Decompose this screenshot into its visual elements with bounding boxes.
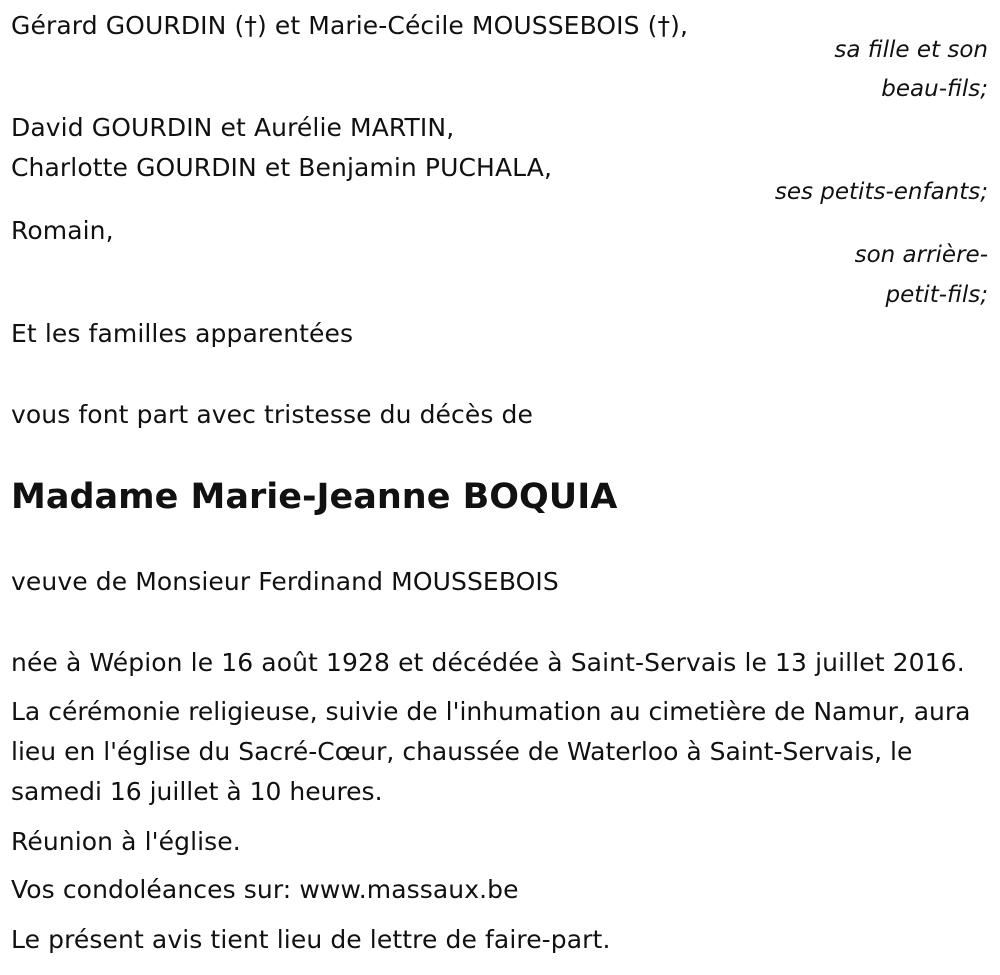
relation-label: son arrière-	[854, 242, 988, 268]
relation-label: petit-fils;	[885, 282, 988, 308]
relation-label: ses petits-enfants;	[774, 179, 988, 205]
birth-death-line: née à Wépion le 16 août 1928 et décédée à Saint-Servais le 13 juillet 2016.	[11, 648, 965, 677]
relation-label: sa fille et son	[834, 37, 988, 63]
relatives-line-great-grandchild: Romain,	[11, 216, 114, 245]
notice-line: Le présent avis tient lieu de lettre de faire-part.	[11, 925, 611, 954]
relation-label: beau-fils;	[881, 76, 988, 102]
relatives-line-grandchildren: Charlotte GOURDIN et Benjamin PUCHALA,	[11, 153, 553, 182]
families-line: Et les familles apparentées	[11, 319, 354, 348]
condolences-line: Vos condoléances sur: www.massaux.be	[11, 875, 519, 904]
announcement-line: vous font part avec tristesse du décès de	[11, 400, 533, 429]
relatives-line-grandchildren: David GOURDIN et Aurélie MARTIN,	[11, 113, 455, 142]
meeting-line: Réunion à l'église.	[11, 827, 241, 856]
deceased-name: Madame Marie-Jeanne BOQUIA	[11, 477, 618, 517]
widow-of-line: veuve de Monsieur Ferdinand MOUSSEBOIS	[11, 567, 559, 596]
ceremony-paragraph: La cérémonie religieuse, suivie de l'inhumation au cimetière de Namur, aura lieu en l'église du Sacré-Cœur, chaussée de Waterloo à Saint-Servais, le samedi 16 juillet à 10 heures.	[11, 697, 971, 806]
relatives-line-parents: Gérard GOURDIN (†) et Marie-Cécile MOUSSEBOIS (†),	[11, 11, 689, 40]
